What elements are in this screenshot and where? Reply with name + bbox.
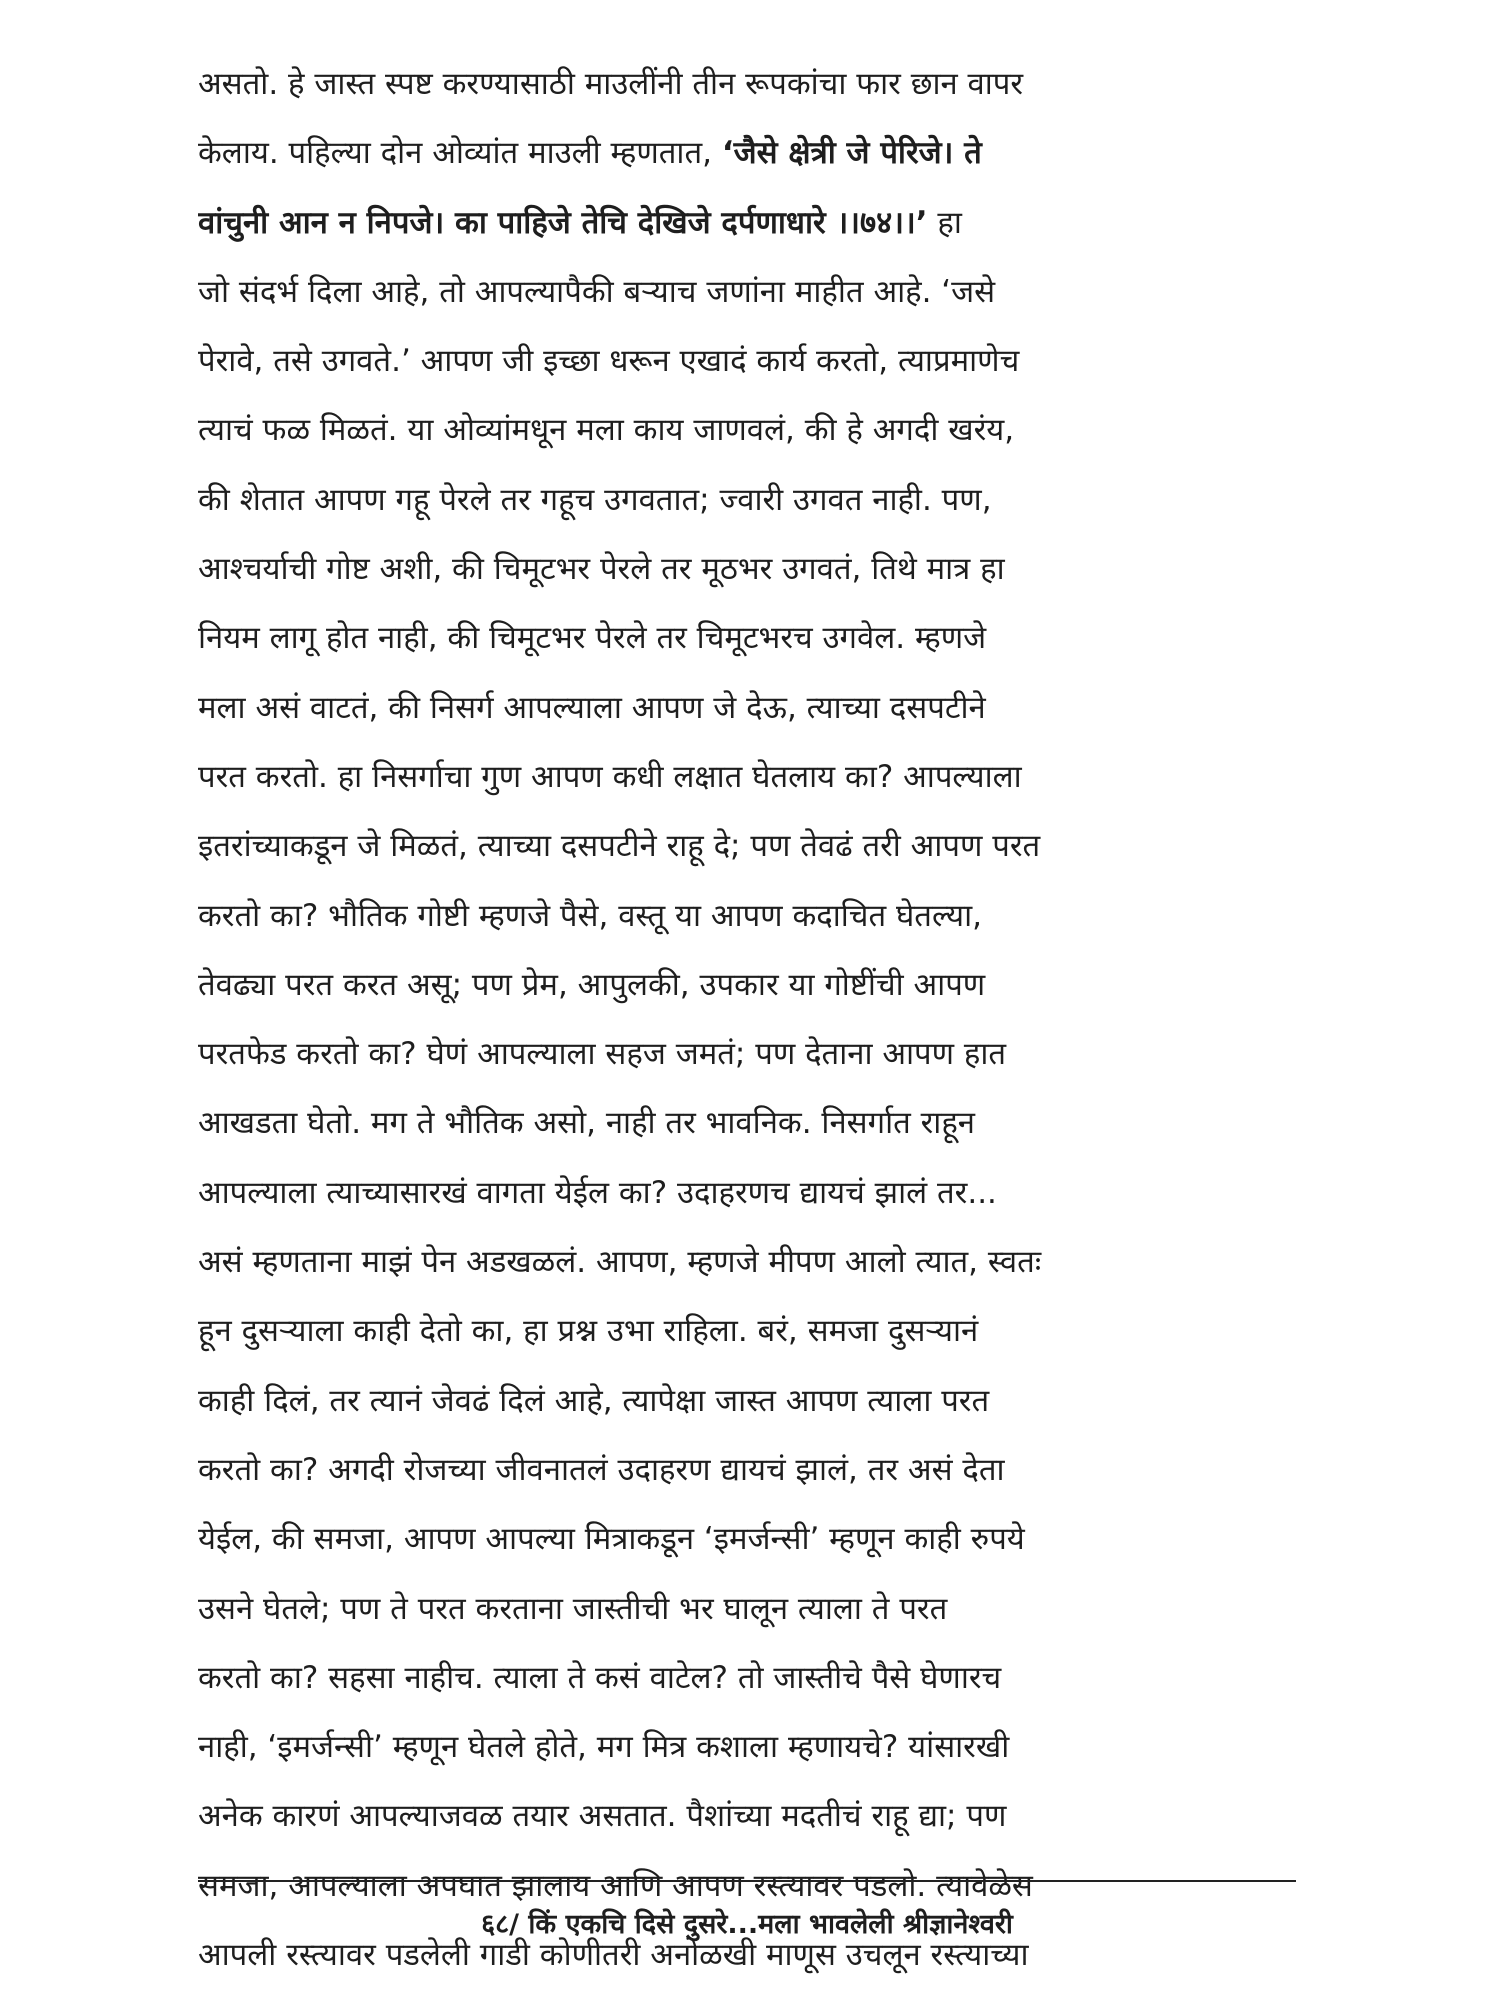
text-line bbox=[198, 1575, 1308, 1644]
paragraph-text: अनेक कारणं आपल्याजवळ तयार असतात. पैशांच्या मदतीचं राहू द्या; पण bbox=[198, 1798, 1007, 1835]
paragraph-text: पेरावे, तसे उगवते.’ आपण जी इच्छा धरून एखादं कार्य करतो, त्याप्रमाणेच bbox=[198, 343, 1020, 380]
text-line bbox=[198, 1782, 1308, 1851]
text-line bbox=[198, 1644, 1308, 1713]
bold-quote-text: वांचुनी आन न निपजे। का पाहिजे तेचि देखिजे दर्पणाधारे ।।७४।।’ bbox=[198, 204, 928, 241]
paragraph-text: परतफेड करतो का? घेणं आपल्याला सहज जमतं; पण देताना आपण हात bbox=[198, 1036, 1007, 1073]
text-line bbox=[198, 1713, 1308, 1782]
text-line bbox=[198, 1297, 1308, 1366]
text-line bbox=[198, 50, 1308, 119]
paragraph-text: आपली रस्त्यावर पडलेली गाडी कोणीतरी अनोळखी माणूस उचलून रस्त्याच्या bbox=[198, 1937, 1029, 1974]
paragraph-text: हा bbox=[927, 204, 962, 241]
page-footer: ६८/ किं एकचि दिसे दुसरे...मला भावलेली श्रीज्ञानेश्वरी bbox=[481, 1909, 1013, 1940]
paragraph-text: करतो का? भौतिक गोष्टी म्हणजे पैसे, वस्तू या आपण कदाचित घेतल्या, bbox=[198, 897, 982, 934]
text-line bbox=[198, 951, 1308, 1020]
paragraph-text: नाही, ‘इमर्जन्सी’ म्हणून घेतले होते, मग मित्र कशाला म्हणायचे? यांसारखी bbox=[198, 1729, 1010, 1766]
paragraph-text: परत करतो. हा निसर्गाचा गुण आपण कधी लक्षात घेतलाय का? आपल्याला bbox=[198, 758, 1022, 795]
text-line bbox=[198, 327, 1308, 396]
paragraph-text: जो संदर्भ दिला आहे, तो आपल्यापैकी बऱ्याच जणांना माहीत आहे. ‘जसे bbox=[198, 273, 996, 310]
text-line bbox=[198, 674, 1308, 743]
paragraph-text: समजा, आपल्याला अपघात झालाय आणि आपण रस्त्यावर पडलो. त्यावेळेस bbox=[198, 1867, 1033, 1904]
paragraph-text: येईल, की समजा, आपण आपल्या मित्राकडून ‘इमर्जन्सी’ म्हणून काही रुपये bbox=[198, 1521, 1025, 1558]
footer-divider bbox=[198, 1880, 1296, 1882]
text-line bbox=[198, 1159, 1308, 1228]
text-line bbox=[198, 1505, 1308, 1574]
paragraph-text: करतो का? अगदी रोजच्या जीवनातलं उदाहरण द्यायचं झालं, तर असं देता bbox=[198, 1451, 1005, 1488]
text-line bbox=[198, 119, 1308, 188]
paragraph-text: की शेतात आपण गहू पेरले तर गहूच उगवतात; ज्वारी उगवत नाही. पण, bbox=[198, 481, 992, 518]
text-line bbox=[198, 1228, 1308, 1297]
text-line bbox=[198, 258, 1308, 327]
paragraph-text: मला असं वाटतं, की निसर्ग आपल्याला आपण जे देऊ, त्याच्या दसपटीने bbox=[198, 689, 986, 726]
text-line bbox=[198, 1089, 1308, 1158]
paragraph-text: आखडता घेतो. मग ते भौतिक असो, नाही तर भावनिक. निसर्गात राहून bbox=[198, 1105, 975, 1142]
paragraph-text: काही दिलं, तर त्यानं जेवढं दिलं आहे, त्यापेक्षा जास्त आपण त्याला परत bbox=[198, 1382, 990, 1419]
text-line bbox=[198, 466, 1308, 535]
paragraph-text: त्याचं फळ मिळतं. या ओव्यांमधून मला काय जाणवलं, की हे अगदी खरंय, bbox=[198, 412, 1015, 449]
text-line bbox=[198, 1436, 1308, 1505]
text-line bbox=[198, 743, 1308, 812]
body-text bbox=[198, 50, 1308, 1990]
paragraph-text: हून दुसऱ्याला काही देतो का, हा प्रश्न उभा राहिला. बरं, समजा दुसऱ्यानं bbox=[198, 1313, 979, 1350]
text-line bbox=[198, 882, 1308, 951]
paragraph-text: तेवढ्या परत करत असू; पण प्रेम, आपुलकी, उपकार या गोष्टींची आपण bbox=[198, 966, 986, 1003]
text-line bbox=[198, 396, 1308, 465]
bold-quote-text: ‘जैसे क्षेत्री जे पेरिजे। ते bbox=[721, 135, 982, 172]
paragraph-text: असतो. हे जास्त स्पष्ट करण्यासाठी माउलींनी तीन रूपकांचा फार छान वापर bbox=[198, 66, 1024, 102]
paragraph-text: आपल्याला त्याच्यासारखं वागता येईल का? उदाहरणच द्यायचं झालं तर... bbox=[198, 1174, 997, 1211]
text-line bbox=[198, 1367, 1308, 1436]
paragraph-text: इतरांच्याकडून जे मिळतं, त्याच्या दसपटीने राहू दे; पण तेवढं तरी आपण परत bbox=[198, 828, 1041, 865]
paragraph-text: करतो का? सहसा नाहीच. त्याला ते कसं वाटेल? तो जास्तीचे पैसे घेणारच bbox=[198, 1659, 1002, 1696]
paragraph-text: उसने घेतले; पण ते परत करताना जास्तीची भर घालून त्याला ते परत bbox=[198, 1590, 948, 1627]
paragraph-text: असं म्हणताना माझं पेन अडखळलं. आपण, म्हणजे मीपण आलो त्यात, स्वतः bbox=[198, 1244, 1042, 1281]
text-line bbox=[198, 535, 1308, 604]
paragraph-text: आश्चर्याची गोष्ट अशी, की चिमूटभर पेरले तर मूठभर उगवतं, तिथे मात्र हा bbox=[198, 551, 1005, 588]
text-line bbox=[198, 189, 1308, 258]
text-line bbox=[198, 1020, 1308, 1089]
paragraph-text: नियम लागू होत नाही, की चिमूटभर पेरले तर चिमूटभरच उगवेल. म्हणजे bbox=[198, 620, 987, 657]
text-line bbox=[198, 604, 1308, 673]
text-line bbox=[198, 812, 1308, 881]
paragraph-text: केलाय. पहिल्या दोन ओव्यांत माउली म्हणतात, bbox=[198, 135, 722, 172]
